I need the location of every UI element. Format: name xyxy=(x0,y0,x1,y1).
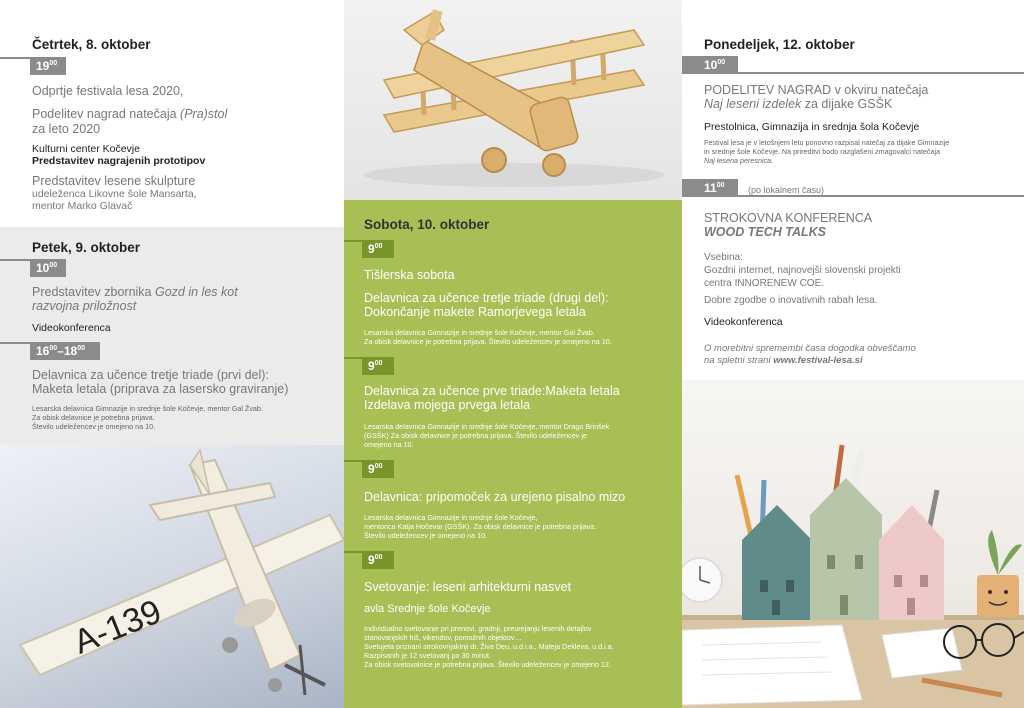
website-link[interactable]: www.festival-lesa.si xyxy=(773,355,863,366)
event1-title: Tišlerska sobota xyxy=(364,268,455,282)
column-saturday xyxy=(344,0,682,708)
note-line-1: O morebitni spremembi časa dogodka obveščamo xyxy=(704,343,916,354)
content-line-1: Gozdni internet, najnovejši slovenski projekti xyxy=(704,265,901,276)
monday-time-tag-1: $10^{00}$ xyxy=(682,56,738,74)
monday-item1-venue: Prestolnica, Gimnazija in srednja šola Kočevje xyxy=(704,121,920,133)
friday-item2-line2: Maketa letala (priprava za lasersko graviranje) xyxy=(32,382,289,396)
monday-item1-small-3: Naj lesena peresnica. xyxy=(704,156,774,165)
column-thursday-friday xyxy=(0,0,344,708)
time-line xyxy=(0,342,30,344)
friday-item2-small-1: Lesarska delavnica Gimnazije in srednje šole Kočevje, mentor Gal Žvab. xyxy=(32,404,263,413)
saturday-title: Sobota, 10. oktober xyxy=(364,217,490,232)
monday-item1-line2: Naj leseni izdelek za dijake GSŠK xyxy=(704,97,893,111)
friday-item1-line1: Predstavitev zbornika Gozd in les kot xyxy=(32,285,238,299)
monday-title: Ponedeljek, 12. oktober xyxy=(704,37,855,52)
award-year: za leto 2020 xyxy=(32,122,101,136)
content-label: Vsebina: xyxy=(704,252,743,263)
time-line xyxy=(344,240,362,242)
friday-item1-mode: Videokonferenca xyxy=(32,322,111,334)
friday-item2-small-3: Število udeležencev je omejeno na 10. xyxy=(32,422,156,431)
desk-houses-icon xyxy=(682,380,1024,708)
event2-line2: Izdelava mojega prvega letala xyxy=(364,398,531,412)
monday-item1-small-2: in srednje šole Kočevje. Na prireditvi bodo razglašeni zmagovalci natečaja xyxy=(704,147,941,156)
award-text: Podelitev nagrad natečaja (Pra)stol xyxy=(32,107,228,121)
event4-small-5: Za obisk svetovalnice je potrebna prijava. Število udeležencev je omejeno 12. xyxy=(364,660,611,669)
biplane-photo xyxy=(344,0,682,200)
venue-text: Kulturni center Kočevje xyxy=(32,143,140,155)
event3-small-3: Število udeležencev je omejeno na 10. xyxy=(364,531,488,540)
event2-small-3: omejeno na 10. xyxy=(364,440,414,449)
conference-name: WOOD TECH TALKS xyxy=(704,225,826,239)
friday-time-tag-2: $16^{00}-18^{00}$ xyxy=(30,342,100,360)
event2-time-tag: $9^{00}$ xyxy=(362,357,394,375)
event4-time-tag: $9^{00}$ xyxy=(362,551,394,569)
note-line-2: na spletni strani www.festival-lesa.si xyxy=(704,355,863,366)
column-monday xyxy=(682,0,1024,708)
monday-item1-line1: PODELITEV NAGRAD v okviru natečaja xyxy=(704,83,929,97)
plane-model-icon xyxy=(0,445,344,708)
thursday-title: Četrtek, 8. oktober xyxy=(32,37,151,52)
friday-time-tag-1: $10^{00}$ xyxy=(30,259,66,277)
event3-time-tag: $9^{00}$ xyxy=(362,460,394,478)
time-line xyxy=(344,460,362,462)
sculpture-sub-1: udeleženca Likovne šole Mansarta, xyxy=(32,188,197,200)
time-line xyxy=(738,72,1024,74)
thursday-time-tag: $19^{00}$ xyxy=(30,57,66,75)
event4-small-4: Razpisanih je 12 svetovanj po 30 minut. xyxy=(364,651,492,660)
friday-title: Petek, 9. oktober xyxy=(32,240,141,255)
time-line xyxy=(0,259,30,261)
event1-small-2: Za obisk delavnice je potrebna prijava. Število udeležencev je omejeno na 10. xyxy=(364,337,612,346)
plane-model-photo xyxy=(0,445,344,708)
event4-line2: avla Srednje šole Kočevje xyxy=(364,603,491,615)
event4-small-2: stanovanjskih hiš, vikendov, pomožnih objektov… xyxy=(364,633,522,642)
event2-small-2: (GSŠK) Za obisk delavnice je potrebna prijava. Število udeležencev je xyxy=(364,431,587,440)
event1-time-tag: $9^{00}$ xyxy=(362,240,394,258)
time-line xyxy=(344,551,362,553)
sculpture-sub-2: mentor Marko Glavač xyxy=(32,200,133,212)
event1-line1: Delavnica za učence tretje triade (drugi del): xyxy=(364,291,609,305)
time-line xyxy=(344,357,362,359)
monday-item1-small-1: Festival lesa je v letošnjem letu ponovno razpisal natečaj za dijake Gimnazije xyxy=(704,138,950,147)
event2-small-1: Lesarska delavnica Gimnazije in srednje šole Kočevje, mentor Drago Brinšek xyxy=(364,422,610,431)
friday-item2-line1: Delavnica za učence tretje triade (prvi del): xyxy=(32,368,269,382)
monday-time-tag-2: $11^{00}$ xyxy=(682,179,738,197)
event2-line1: Delavnica za učence prve triade:Maketa letala xyxy=(364,384,620,398)
event1-small-1: Lesarska delavnica Gimnazije in srednje šole Kočevje, mentor Gal Žvab. xyxy=(364,328,595,337)
content-line-3: Dobre zgodbe o inovativnih rabah lesa. xyxy=(704,295,878,306)
friday-item2-small-2: Za obisk delavnice je potrebna prijava. xyxy=(32,413,155,422)
monday-mode: Videokonferenca xyxy=(704,316,783,328)
monday-time-note: (po lokalnem času) xyxy=(748,185,825,195)
wooden-biplane-icon xyxy=(344,0,682,200)
desk-photo xyxy=(682,380,1024,708)
event4-line1: Svetovanje: leseni arhitekturni nasvet xyxy=(364,580,572,594)
time-line xyxy=(0,57,30,59)
saturday-panel xyxy=(344,200,682,708)
event3-small-1: Lesarska delavnica Gimnazije in srednje šole Kočevje, xyxy=(364,513,538,522)
event4-small-3: Svetujeta priznani strokovnjakinji dr. Živa Deu, u.d.i.a., Mateja Dekleva, u.d.i.a. xyxy=(364,642,614,651)
content-line-2: centra INNORENEW COE. xyxy=(704,278,825,289)
sculpture-text: Predstavitev lesene skulpture xyxy=(32,174,196,188)
event1-line2: Dokončanje makete Ramorjevega letala xyxy=(364,305,586,319)
event4-small-1: Individualno svetovanje pri prenovi, gradnji, preurejanju lesenih detajlov xyxy=(364,624,592,633)
friday-item1-line2: razvojna priložnost xyxy=(32,299,137,313)
conference-title: STROKOVNA KONFERENCA xyxy=(704,211,873,225)
plane-registration: A-139 xyxy=(68,592,167,662)
opening-text: Odprtje festivala lesa 2020, xyxy=(32,84,184,98)
event3-line1: Delavnica: pripomoček za urejeno pisalno mizo xyxy=(364,490,626,504)
event3-small-2: mentorica Katja Hočevar (GSŠK). Za obisk delavnice je potrebna prijava. xyxy=(364,522,597,531)
prototypes-text: Predstavitev nagrajenih prototipov xyxy=(32,155,206,167)
